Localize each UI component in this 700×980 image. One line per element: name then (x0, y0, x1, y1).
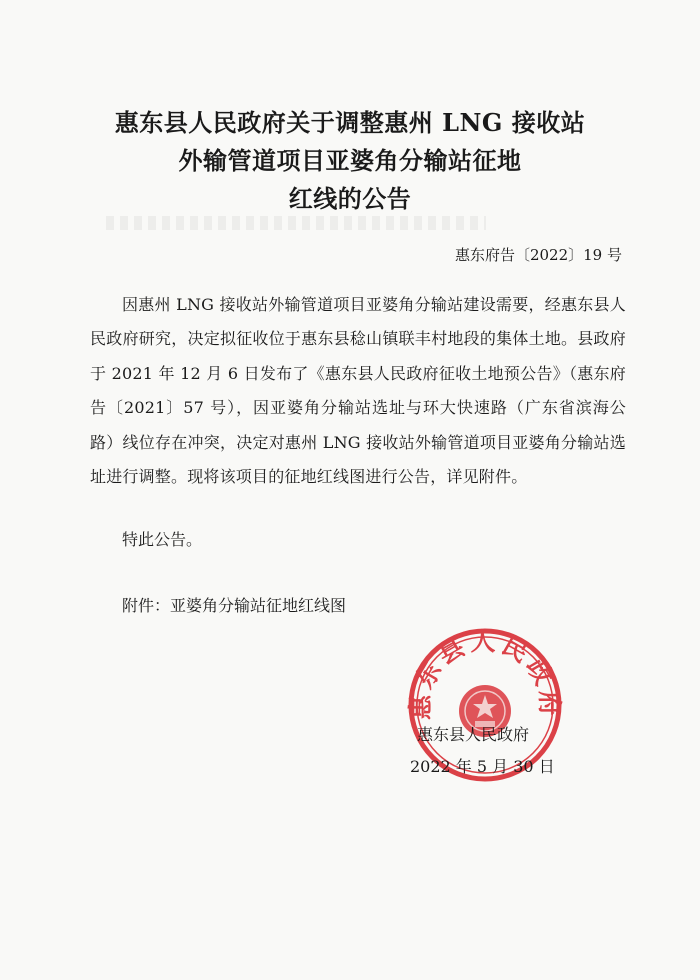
attachment-line: 附件：亚婆角分输站征地红线图 (122, 596, 347, 615)
faint-bleedthrough-text (106, 216, 486, 230)
issuer-name: 惠东县人民政府 (417, 725, 530, 744)
document-title (0, 104, 700, 218)
title-line-1: 惠东县人民政府关于调整惠州 LNG 接收站 (114, 108, 586, 137)
seal-text: 惠东县人民政府 (405, 627, 565, 721)
title-line-3: 红线的公告 (288, 184, 412, 213)
closing-text: 特此公告。 (122, 530, 203, 549)
document-number: 惠东府告〔2022〕19 号 (454, 246, 622, 264)
body-paragraph: 因惠州 LNG 接收站外输管道项目亚婆角分输站建设需要，经惠东县人民政府研究，决定拟征收位于惠东县稔山镇联丰村地段的集体土地。县政府于 2021 年 12 月 6 日发布了《惠东县人民政府征收土地预公告》（惠东府告〔2021〕57 号），因亚婆角分输站选址与环大快速路（广东省滨海公路）线位存在冲突，决定对惠州 LNG 接收站外输管道项目亚婆角分输站选址进行调整。现将该项目的征地红线图进行公告，详见附件。 (90, 295, 626, 487)
issue-date: 2022 年 5 月 30 日 (410, 757, 555, 776)
title-line-2: 外输管道项目亚婆角分输站征地 (178, 146, 522, 175)
